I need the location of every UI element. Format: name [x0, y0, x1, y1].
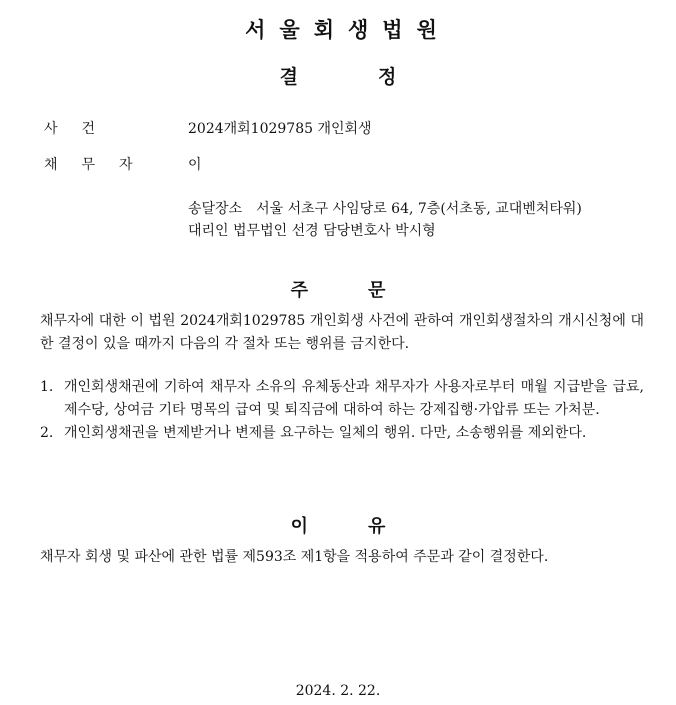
order-item-text: 개인회생채권을 변제받거나 변제를 요구하는 일체의 행위. 다만, 소송행위를 제외한다. [64, 425, 587, 441]
order-item-number: 1. [40, 379, 54, 395]
document-title [0, 62, 676, 89]
order-intro: 채무자에 대한 이 법원 2024개회1029785 개인회생 사건에 관하여 개인회생절차의 개시신청에 대한 결정이 있을 때까지 다음의 각 절차 또는 행위를 금지한다. [40, 313, 644, 352]
reason-heading-left: 이 [290, 516, 308, 537]
order-heading [0, 276, 676, 302]
order-item-text: 개인회생채권에 기하여 채무자 소유의 유체동산과 채무자가 사용자로부터 매월 지급받을 급료, 제수당, 상여금 기타 명목의 급여 및 퇴직금에 대하여 하는 강제집행·가압류 또는 가처분. [64, 379, 644, 418]
order-heading-right: 문 [368, 280, 386, 301]
service-address [188, 198, 582, 218]
document-title-left: 결 [279, 66, 298, 88]
reason-heading [0, 512, 676, 538]
order-items [40, 376, 644, 445]
case-number: 2024개회1029785 개인회생 [188, 121, 372, 137]
order-item [40, 376, 644, 422]
debtor-label: 채무자 [44, 157, 157, 173]
service-address-label: 송달장소 [188, 201, 243, 217]
service-address-value: 서울 서초구 사임당로 64, 7층(서초동, 교대벤처타워) [256, 201, 582, 217]
decision-date: 2024. 2. 22. [295, 683, 381, 699]
order-item-number: 2. [40, 425, 54, 441]
order-heading-left: 주 [290, 280, 308, 301]
case-label: 사건 [44, 121, 120, 137]
reason-text: 채무자 회생 및 파산에 관한 법률 제593조 제1항을 적용하여 주문과 같이 결정한다. [40, 549, 549, 565]
reason-heading-right: 유 [368, 516, 386, 537]
order-item [40, 422, 644, 445]
court-name: 서울회생법원 [245, 18, 451, 42]
document-title-right: 정 [378, 66, 397, 88]
legal-agent: 대리인 법무법인 선경 담당변호사 박시형 [188, 223, 436, 239]
debtor-name: 이 [188, 157, 202, 173]
